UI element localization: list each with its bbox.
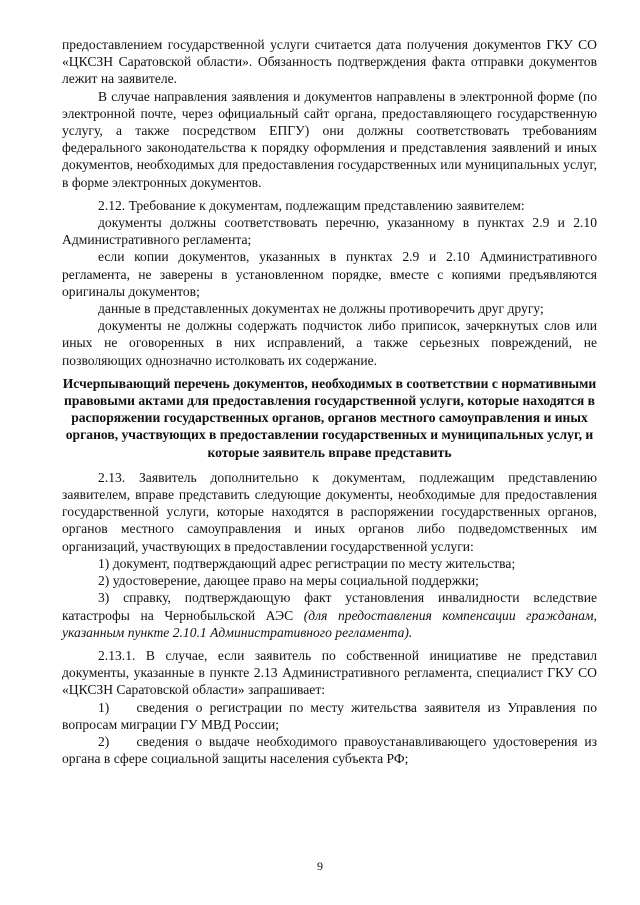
list-item-text: сведения о выдаче необходимого правоустанавливающего удостоверения из органа в сфере социальной защиты населения субъекта РФ; xyxy=(62,733,597,767)
page-body xyxy=(62,36,597,767)
paragraph: В случае направления заявления и документов направлены в электронной форме (по электронной почте, через официальный сайт органа, предоставляющего государственную услугу, а также посредством ЕПГУ) они должны соответствовать требованиям федерального законодательства к порядку оформления и представления заявлений и иных документов, необходимых для предоставления государственных или муниципальных услуг, в форме электронных документов. xyxy=(62,88,597,190)
paragraph: 2.13.1. В случае, если заявитель по собственной инициативе не представил документы, указанные в пункте 2.13 Административного регламента, специалист ГКУ СО «ЦКСЗН Саратовской области» запрашивает: xyxy=(62,647,597,698)
list-item-number: 2) xyxy=(98,733,110,749)
list-item xyxy=(62,733,597,767)
list-item xyxy=(62,589,597,641)
paragraph: данные в представленных документах не должны противоречить друг другу; xyxy=(98,301,544,317)
paragraph: 2.12. Требование к документам, подлежащим представлению заявителем: xyxy=(98,197,525,213)
list-item-note: (для предоставления компенсации гражданам, указанным пункте 2.10.1 Административного регламента). xyxy=(62,607,598,640)
list-item: 1) документ, подтверждающий адрес регистрации по месту жительства; xyxy=(98,555,516,571)
list-item-text: 3) справку, подтверждающую факт установления инвалидности вследствие катастрофы на Чернобыльской АЭС xyxy=(62,590,597,623)
section-heading: Исчерпывающий перечень документов, необходимых в соответствии с нормативными правовыми актами для предоставления государственной услуги, которые находятся в распоряжении государственных органов, органов местного самоуправления и иных органов, участвующих в предоставлении государственных и муниципальных услуг, и которые заявитель вправе представить xyxy=(62,375,597,460)
paragraph: предоставлением государственной услуги считается дата получения документов ГКУ СО «ЦКСЗН Саратовской области». Обязанность подтверждения факта отправки документов лежит на заявителе. xyxy=(62,37,597,87)
paragraph: документы должны соответствовать перечню, указанному в пунктах 2.9 и 2.10 Административного регламента; xyxy=(62,215,597,248)
paragraph: документы не должны содержать подчисток либо приписок, зачеркнутых слов или иных не оговоренных в них исправлений, а также серьезных повреждений, не позволяющих однозначно истолковать их содержание. xyxy=(62,318,597,368)
list-item-number: 1) xyxy=(98,699,110,715)
paragraph: 2.13. Заявитель дополнительно к документам, подлежащим представлению заявителем, вправе представить следующие документы, необходимые для предоставления государственной услуги, которые находятся в распоряжении государственных органов, органов местного самоуправления и иных органов либо подведомственных им организаций, участвующих в предоставлении государственной услуги: xyxy=(62,469,597,554)
list-item xyxy=(62,699,597,733)
paragraph: если копии документов, указанных в пунктах 2.9 и 2.10 Административного регламента, не заверены в установленном порядке, вместе с копиями предъявляются оригиналы документов; xyxy=(62,249,597,299)
page-number: 9 xyxy=(317,859,323,873)
list-item: 2) удостоверение, дающее право на меры социальной поддержки; xyxy=(98,573,479,589)
list-item-text: сведения о регистрации по месту жительства заявителя из Управления по вопросам миграции ГУ МВД России; xyxy=(62,699,597,732)
